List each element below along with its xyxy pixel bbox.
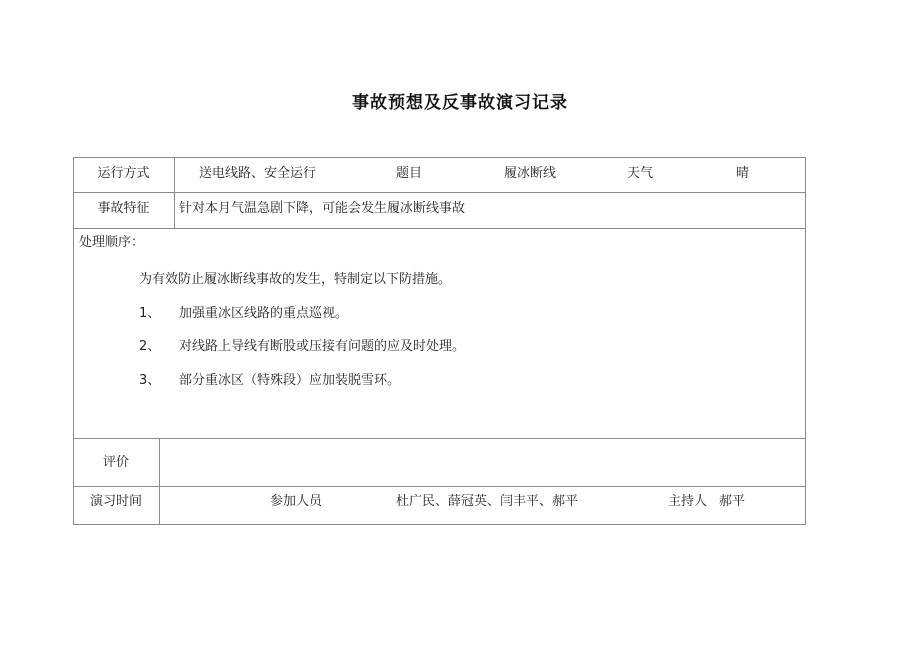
operation-mode-label: 运行方式 xyxy=(97,166,150,181)
procedure-item-number: 3、 xyxy=(139,373,161,388)
topic-value: 履冰断线 xyxy=(504,166,557,181)
row-divider xyxy=(73,438,806,439)
procedure-item-text: 对线路上导线有断股或压接有问题的应及时处理。 xyxy=(179,339,466,354)
host-label: 主持人 xyxy=(668,494,708,509)
participants-label: 参加人员 xyxy=(270,494,323,509)
row-divider xyxy=(73,192,806,193)
weather-value: 晴 xyxy=(736,166,750,181)
procedure-item-number: 1、 xyxy=(139,306,161,321)
accident-feature-value: 针对本月气温急剧下降，可能会发生履冰断线事故 xyxy=(179,201,466,216)
procedure-item-number: 2、 xyxy=(139,339,161,354)
procedure-item-text: 部分重冰区（特殊段）应加装脱雪环。 xyxy=(179,373,401,388)
procedure-item-text: 加强重冰区线路的重点巡视。 xyxy=(179,306,349,321)
document-title: 事故预想及反事故演习记录 xyxy=(352,93,568,113)
topic-label: 题目 xyxy=(396,166,423,181)
evaluation-label: 评价 xyxy=(102,455,129,470)
column-divider xyxy=(174,157,175,228)
row-divider xyxy=(73,228,806,229)
drill-time-label: 演习时间 xyxy=(89,494,142,509)
column-divider xyxy=(159,438,160,525)
accident-feature-label: 事故特征 xyxy=(97,201,150,216)
row-divider xyxy=(73,486,806,487)
procedure-intro: 为有效防止履冰断线事故的发生，特制定以下防措施。 xyxy=(139,272,452,287)
host-value: 郝平 xyxy=(719,494,746,509)
operation-mode-value: 送电线路、安全运行 xyxy=(199,166,317,181)
participants-value: 杜广民、薛冠英、闫丰平、郝平 xyxy=(396,494,579,509)
procedure-label: 处理顺序： xyxy=(79,235,145,250)
weather-label: 天气 xyxy=(627,166,654,181)
